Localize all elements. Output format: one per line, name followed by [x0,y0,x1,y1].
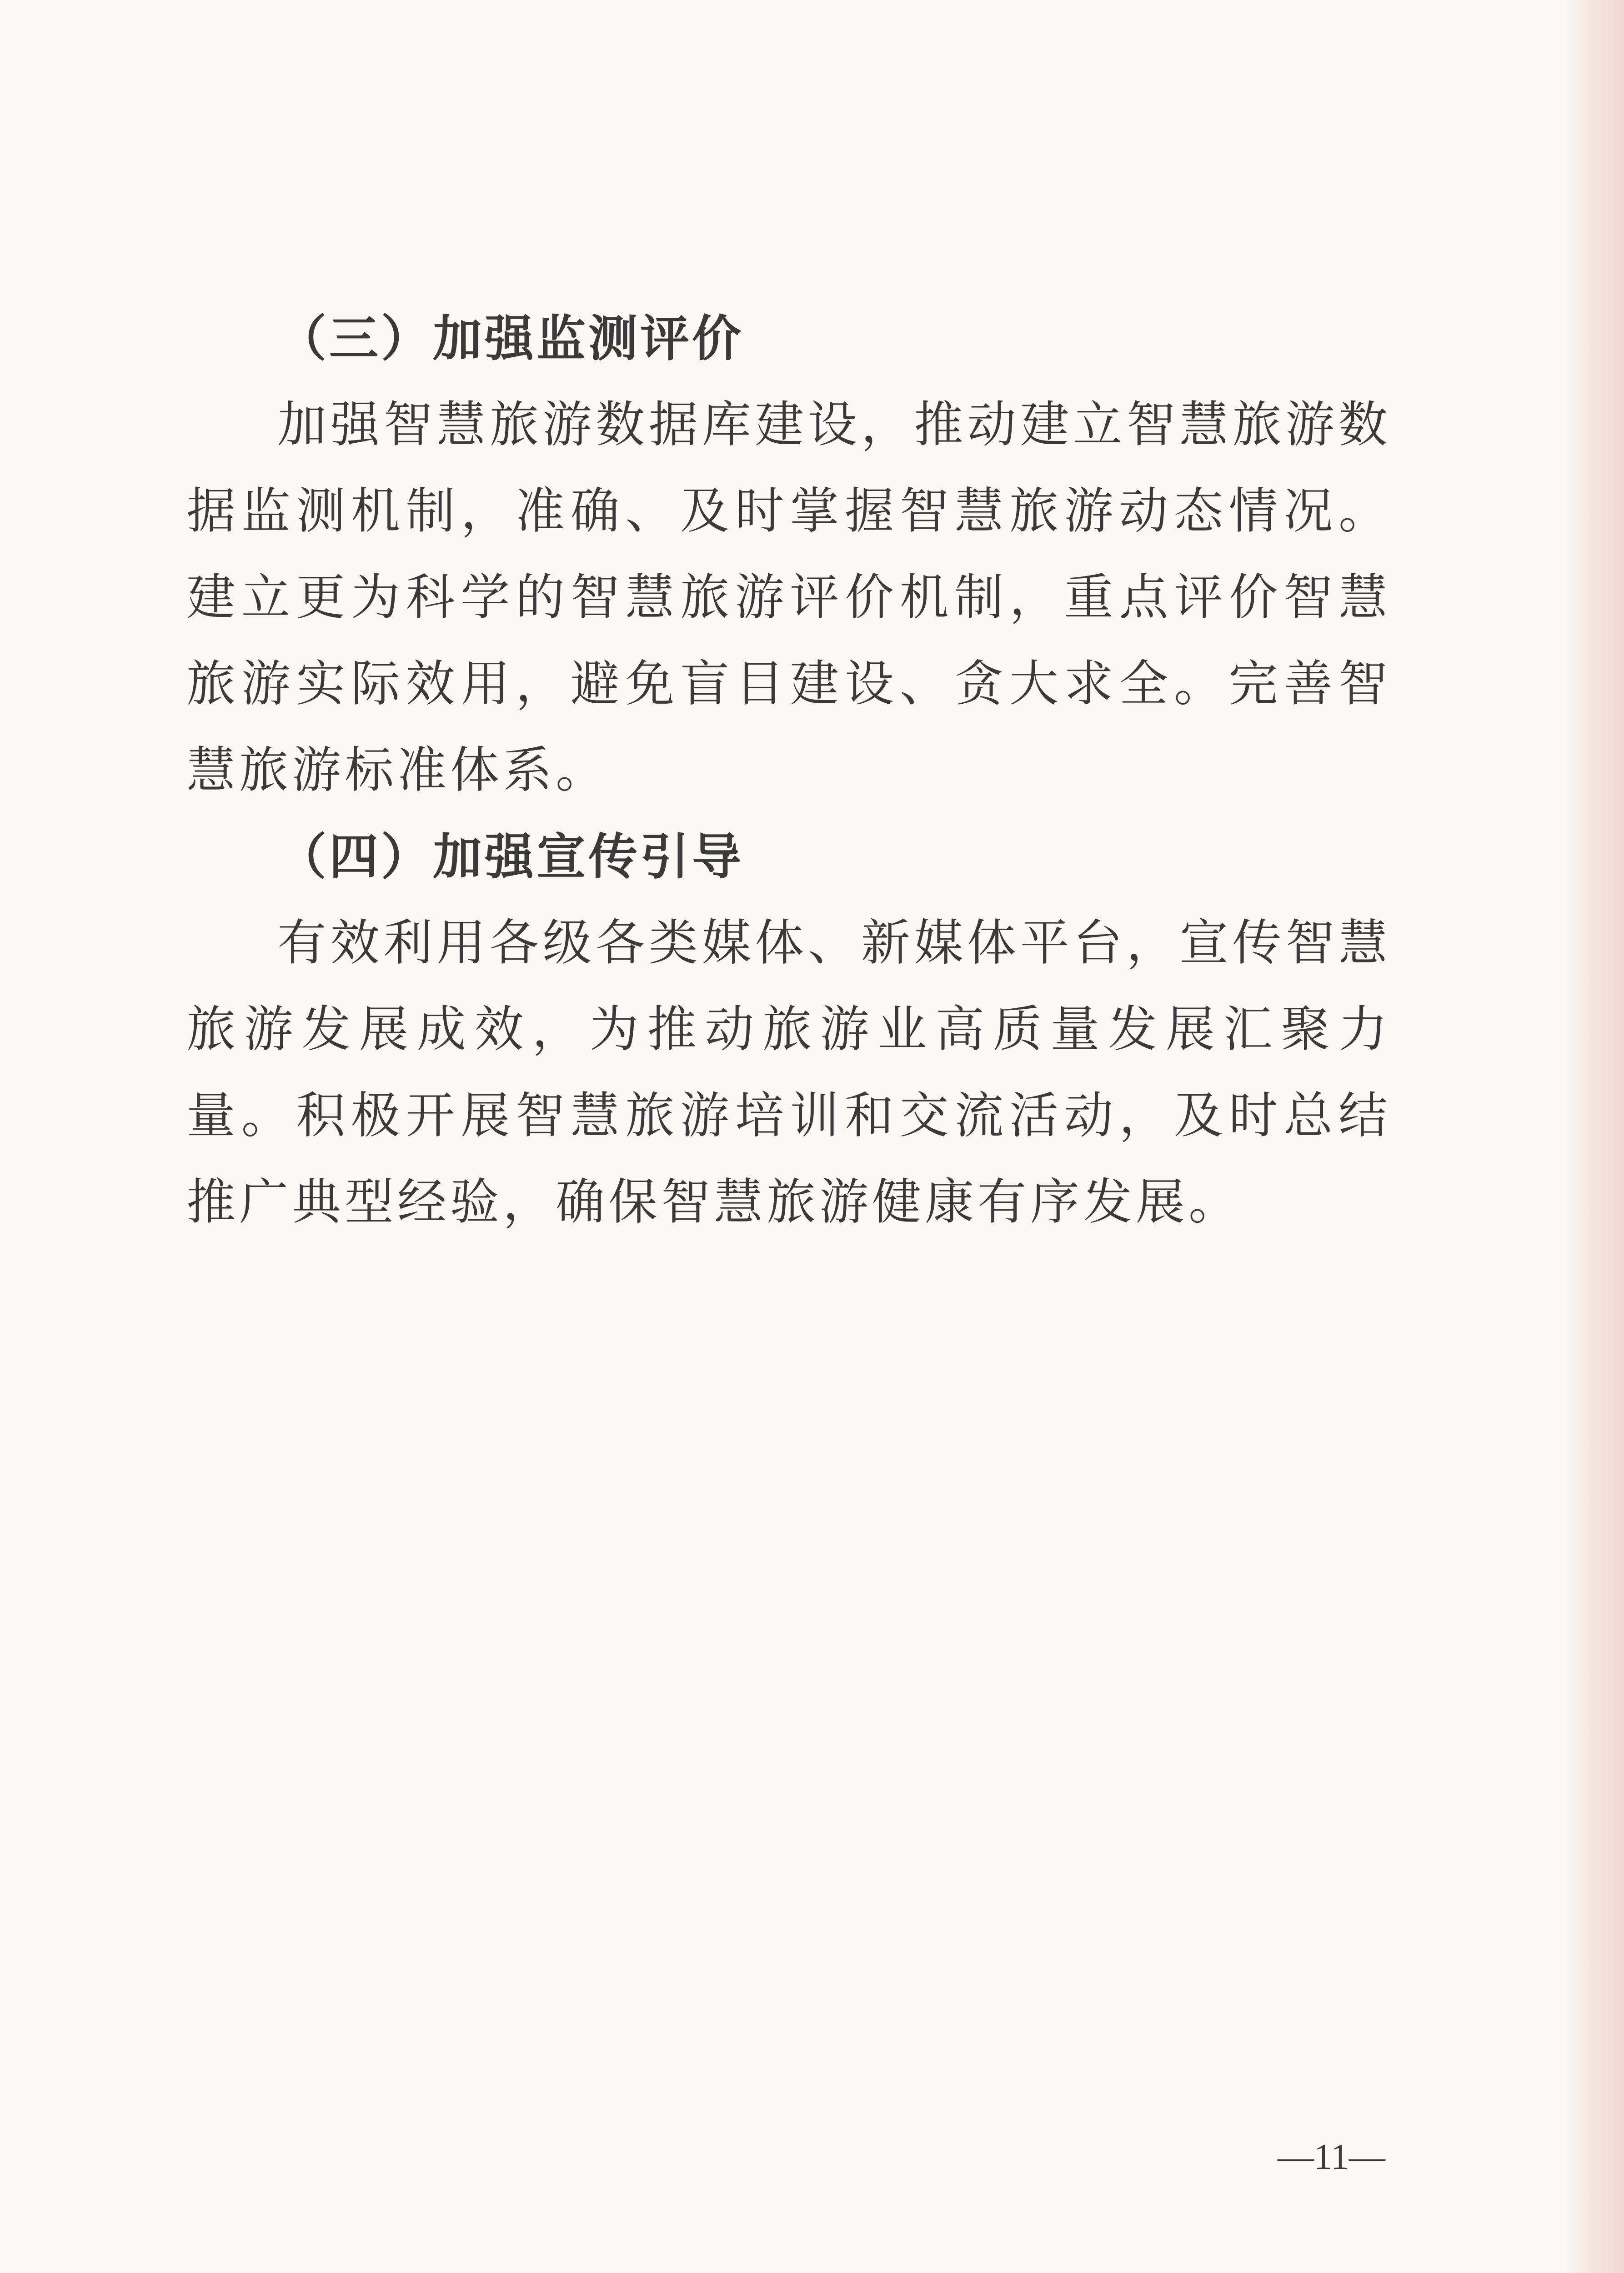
section-paragraph-3: 加强智慧旅游数据库建设，推动建立智慧旅游数据监测机制，准确、及时掌握智慧旅游动态情况。建立更为科学的智慧旅游评价机制，重点评价智慧旅游实际效用，避免盲目建设、贪大求全。完善智慧旅游标准体系。 [186,396,1391,799]
section-heading-4: （四）加强宣传引导 [277,828,744,886]
page-number: —11— [1278,2137,1386,2177]
section-heading-3: （三）加强监测评价 [277,310,744,367]
scan-edge-shadow [1565,0,1624,2273]
page-body [186,295,1391,1246]
section-paragraph-4: 有效利用各级各类媒体、新媒体平台，宣传智慧旅游发展成效，为推动旅游业高质量发展汇聚力量。积极开展智慧旅游培训和交流活动，及时总结推广典型经验，确保智慧旅游健康有序发展。 [186,915,1391,1231]
